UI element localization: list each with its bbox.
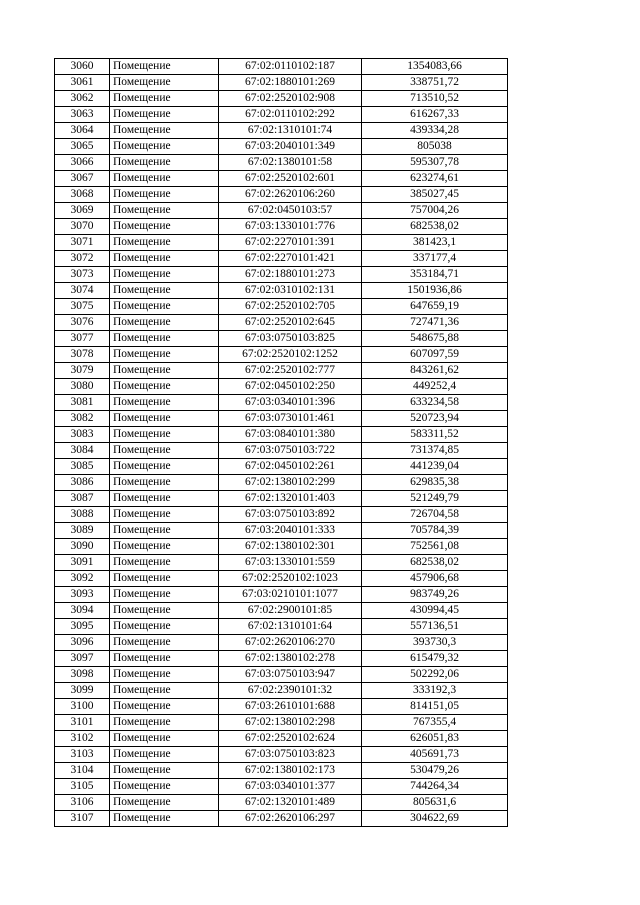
table-row — [55, 283, 508, 299]
cadastral-number-cell: 67:02:0310102:131 — [219, 283, 362, 299]
cadastral-value-cell: 304622,69 — [362, 811, 508, 827]
row-number-cell: 3087 — [55, 491, 110, 507]
object-type-cell: Помещение — [110, 251, 219, 267]
table-row — [55, 715, 508, 731]
row-number-cell: 3081 — [55, 395, 110, 411]
object-type-cell: Помещение — [110, 411, 219, 427]
cadastral-number-cell: 67:03:0750103:823 — [219, 747, 362, 763]
cadastral-number-cell: 67:03:0840101:380 — [219, 427, 362, 443]
row-number-cell: 3077 — [55, 331, 110, 347]
cadastral-value-cell: 647659,19 — [362, 299, 508, 315]
object-type-cell: Помещение — [110, 683, 219, 699]
row-number-cell: 3095 — [55, 619, 110, 635]
table-row — [55, 523, 508, 539]
cadastral-value-cell: 381423,1 — [362, 235, 508, 251]
table-row — [55, 219, 508, 235]
object-type-cell: Помещение — [110, 811, 219, 827]
cadastral-number-cell: 67:02:2270101:391 — [219, 235, 362, 251]
row-number-cell: 3091 — [55, 555, 110, 571]
row-number-cell: 3085 — [55, 459, 110, 475]
row-number-cell: 3083 — [55, 427, 110, 443]
cadastral-value-cell: 843261,62 — [362, 363, 508, 379]
cadastral-number-cell: 67:02:2620106:270 — [219, 635, 362, 651]
table-row — [55, 59, 508, 75]
table-row — [55, 491, 508, 507]
table-row — [55, 635, 508, 651]
row-number-cell: 3060 — [55, 59, 110, 75]
row-number-cell: 3100 — [55, 699, 110, 715]
cadastral-value-cell: 629835,38 — [362, 475, 508, 491]
row-number-cell: 3106 — [55, 795, 110, 811]
cadastral-number-cell: 67:03:0210101:1077 — [219, 587, 362, 603]
cadastral-value-cell: 983749,26 — [362, 587, 508, 603]
cadastral-number-cell: 67:03:0340101:377 — [219, 779, 362, 795]
row-number-cell: 3064 — [55, 123, 110, 139]
object-type-cell: Помещение — [110, 795, 219, 811]
object-type-cell: Помещение — [110, 443, 219, 459]
cadastral-number-cell: 67:02:2520102:777 — [219, 363, 362, 379]
object-type-cell: Помещение — [110, 523, 219, 539]
table-row — [55, 747, 508, 763]
table-row — [55, 507, 508, 523]
row-number-cell: 3062 — [55, 91, 110, 107]
cadastral-number-cell: 67:03:0750103:947 — [219, 667, 362, 683]
table-row — [55, 731, 508, 747]
row-number-cell: 3088 — [55, 507, 110, 523]
cadastral-number-cell: 67:02:2620106:260 — [219, 187, 362, 203]
cadastral-number-cell: 67:02:1880101:269 — [219, 75, 362, 91]
cadastral-number-cell: 67:03:2040101:349 — [219, 139, 362, 155]
cadastral-value-cell: 616267,33 — [362, 107, 508, 123]
cadastral-value-cell: 623274,61 — [362, 171, 508, 187]
cadastral-value-cell: 607097,59 — [362, 347, 508, 363]
table-row — [55, 811, 508, 827]
row-number-cell: 3107 — [55, 811, 110, 827]
row-number-cell: 3069 — [55, 203, 110, 219]
cadastral-number-cell: 67:02:2520102:1023 — [219, 571, 362, 587]
row-number-cell: 3097 — [55, 651, 110, 667]
table-row — [55, 203, 508, 219]
cadastral-value-cell: 744264,34 — [362, 779, 508, 795]
property-table — [54, 58, 508, 827]
cadastral-number-cell: 67:03:0750103:722 — [219, 443, 362, 459]
object-type-cell: Помещение — [110, 571, 219, 587]
cadastral-number-cell: 67:02:0450103:57 — [219, 203, 362, 219]
table-row — [55, 123, 508, 139]
table-row — [55, 171, 508, 187]
row-number-cell: 3092 — [55, 571, 110, 587]
row-number-cell: 3104 — [55, 763, 110, 779]
row-number-cell: 3098 — [55, 667, 110, 683]
cadastral-number-cell: 67:03:0730101:461 — [219, 411, 362, 427]
object-type-cell: Помещение — [110, 555, 219, 571]
table-row — [55, 267, 508, 283]
cadastral-value-cell: 1354083,66 — [362, 59, 508, 75]
cadastral-value-cell: 713510,52 — [362, 91, 508, 107]
object-type-cell: Помещение — [110, 315, 219, 331]
cadastral-value-cell: 385027,45 — [362, 187, 508, 203]
row-number-cell: 3101 — [55, 715, 110, 731]
cadastral-number-cell: 67:02:1310101:64 — [219, 619, 362, 635]
cadastral-number-cell: 67:02:1320101:403 — [219, 491, 362, 507]
object-type-cell: Помещение — [110, 219, 219, 235]
cadastral-value-cell: 457906,68 — [362, 571, 508, 587]
cadastral-value-cell: 548675,88 — [362, 331, 508, 347]
cadastral-value-cell: 449252,4 — [362, 379, 508, 395]
cadastral-value-cell: 615479,32 — [362, 651, 508, 667]
table-row — [55, 699, 508, 715]
row-number-cell: 3072 — [55, 251, 110, 267]
cadastral-value-cell: 805038 — [362, 139, 508, 155]
table-row — [55, 107, 508, 123]
cadastral-value-cell: 595307,78 — [362, 155, 508, 171]
table-row — [55, 91, 508, 107]
object-type-cell: Помещение — [110, 395, 219, 411]
object-type-cell: Помещение — [110, 187, 219, 203]
object-type-cell: Помещение — [110, 699, 219, 715]
cadastral-number-cell: 67:02:1310101:74 — [219, 123, 362, 139]
object-type-cell: Помещение — [110, 619, 219, 635]
object-type-cell: Помещение — [110, 75, 219, 91]
cadastral-value-cell: 583311,52 — [362, 427, 508, 443]
cadastral-number-cell: 67:03:1330101:559 — [219, 555, 362, 571]
object-type-cell: Помещение — [110, 171, 219, 187]
row-number-cell: 3076 — [55, 315, 110, 331]
row-number-cell: 3073 — [55, 267, 110, 283]
table-row — [55, 155, 508, 171]
cadastral-value-cell: 757004,26 — [362, 203, 508, 219]
cadastral-value-cell: 814151,05 — [362, 699, 508, 715]
row-number-cell: 3075 — [55, 299, 110, 315]
cadastral-number-cell: 67:02:1380102:301 — [219, 539, 362, 555]
row-number-cell: 3065 — [55, 139, 110, 155]
cadastral-number-cell: 67:02:2520102:705 — [219, 299, 362, 315]
row-number-cell: 3079 — [55, 363, 110, 379]
table-row — [55, 619, 508, 635]
table-row — [55, 571, 508, 587]
row-number-cell: 3093 — [55, 587, 110, 603]
cadastral-number-cell: 67:02:2620106:297 — [219, 811, 362, 827]
table-row — [55, 331, 508, 347]
table-row — [55, 347, 508, 363]
row-number-cell: 3067 — [55, 171, 110, 187]
table-row — [55, 411, 508, 427]
object-type-cell: Помещение — [110, 107, 219, 123]
object-type-cell: Помещение — [110, 763, 219, 779]
cadastral-value-cell: 752561,08 — [362, 539, 508, 555]
table-row — [55, 235, 508, 251]
cadastral-value-cell: 338751,72 — [362, 75, 508, 91]
cadastral-value-cell: 682538,02 — [362, 555, 508, 571]
row-number-cell: 3070 — [55, 219, 110, 235]
row-number-cell: 3082 — [55, 411, 110, 427]
cadastral-number-cell: 67:02:2520102:908 — [219, 91, 362, 107]
object-type-cell: Помещение — [110, 347, 219, 363]
table-row — [55, 587, 508, 603]
cadastral-value-cell: 805631,6 — [362, 795, 508, 811]
cadastral-number-cell: 67:02:0450102:261 — [219, 459, 362, 475]
cadastral-number-cell: 67:02:2520102:601 — [219, 171, 362, 187]
table-row — [55, 459, 508, 475]
table-row — [55, 763, 508, 779]
cadastral-value-cell: 626051,83 — [362, 731, 508, 747]
cadastral-number-cell: 67:02:2520102:624 — [219, 731, 362, 747]
cadastral-value-cell: 530479,26 — [362, 763, 508, 779]
table-row — [55, 779, 508, 795]
cadastral-value-cell: 557136,51 — [362, 619, 508, 635]
table-row — [55, 683, 508, 699]
table-row — [55, 555, 508, 571]
object-type-cell: Помещение — [110, 539, 219, 555]
table-row — [55, 379, 508, 395]
cadastral-number-cell: 67:02:0450102:250 — [219, 379, 362, 395]
row-number-cell: 3068 — [55, 187, 110, 203]
cadastral-value-cell: 353184,71 — [362, 267, 508, 283]
table-row — [55, 251, 508, 267]
cadastral-value-cell: 430994,45 — [362, 603, 508, 619]
table-row — [55, 795, 508, 811]
row-number-cell: 3063 — [55, 107, 110, 123]
cadastral-number-cell: 67:02:1380102:299 — [219, 475, 362, 491]
object-type-cell: Помещение — [110, 459, 219, 475]
property-table-body — [55, 59, 508, 827]
object-type-cell: Помещение — [110, 267, 219, 283]
cadastral-number-cell: 67:03:2610101:688 — [219, 699, 362, 715]
row-number-cell: 3099 — [55, 683, 110, 699]
cadastral-number-cell: 67:03:1330101:776 — [219, 219, 362, 235]
table-row — [55, 299, 508, 315]
cadastral-number-cell: 67:02:2520102:645 — [219, 315, 362, 331]
object-type-cell: Помещение — [110, 331, 219, 347]
object-type-cell: Помещение — [110, 475, 219, 491]
object-type-cell: Помещение — [110, 139, 219, 155]
cadastral-number-cell: 67:02:1880101:273 — [219, 267, 362, 283]
cadastral-number-cell: 67:03:0340101:396 — [219, 395, 362, 411]
cadastral-number-cell: 67:03:0750103:825 — [219, 331, 362, 347]
object-type-cell: Помещение — [110, 635, 219, 651]
object-type-cell: Помещение — [110, 379, 219, 395]
row-number-cell: 3066 — [55, 155, 110, 171]
cadastral-value-cell: 520723,94 — [362, 411, 508, 427]
cadastral-value-cell: 439334,28 — [362, 123, 508, 139]
object-type-cell: Помещение — [110, 667, 219, 683]
table-row — [55, 395, 508, 411]
cadastral-value-cell: 727471,36 — [362, 315, 508, 331]
cadastral-value-cell: 705784,39 — [362, 523, 508, 539]
table-row — [55, 667, 508, 683]
table-row — [55, 651, 508, 667]
row-number-cell: 3094 — [55, 603, 110, 619]
cadastral-value-cell: 521249,79 — [362, 491, 508, 507]
row-number-cell: 3090 — [55, 539, 110, 555]
cadastral-number-cell: 67:02:0110102:292 — [219, 107, 362, 123]
object-type-cell: Помещение — [110, 603, 219, 619]
object-type-cell: Помещение — [110, 363, 219, 379]
row-number-cell: 3061 — [55, 75, 110, 91]
row-number-cell: 3084 — [55, 443, 110, 459]
object-type-cell: Помещение — [110, 427, 219, 443]
row-number-cell: 3086 — [55, 475, 110, 491]
table-row — [55, 75, 508, 91]
object-type-cell: Помещение — [110, 283, 219, 299]
row-number-cell: 3078 — [55, 347, 110, 363]
cadastral-number-cell: 67:02:1320101:489 — [219, 795, 362, 811]
object-type-cell: Помещение — [110, 587, 219, 603]
cadastral-number-cell: 67:02:2900101:85 — [219, 603, 362, 619]
cadastral-value-cell: 502292,06 — [362, 667, 508, 683]
row-number-cell: 3096 — [55, 635, 110, 651]
cadastral-value-cell: 393730,3 — [362, 635, 508, 651]
cadastral-number-cell: 67:02:0110102:187 — [219, 59, 362, 75]
object-type-cell: Помещение — [110, 299, 219, 315]
object-type-cell: Помещение — [110, 779, 219, 795]
cadastral-value-cell: 726704,58 — [362, 507, 508, 523]
cadastral-value-cell: 405691,73 — [362, 747, 508, 763]
table-row — [55, 539, 508, 555]
row-number-cell: 3102 — [55, 731, 110, 747]
object-type-cell: Помещение — [110, 235, 219, 251]
object-type-cell: Помещение — [110, 123, 219, 139]
cadastral-value-cell: 441239,04 — [362, 459, 508, 475]
object-type-cell: Помещение — [110, 731, 219, 747]
cadastral-number-cell: 67:02:1380102:298 — [219, 715, 362, 731]
table-row — [55, 603, 508, 619]
cadastral-value-cell: 731374,85 — [362, 443, 508, 459]
object-type-cell: Помещение — [110, 91, 219, 107]
cadastral-number-cell: 67:02:2520102:1252 — [219, 347, 362, 363]
cadastral-value-cell: 1501936,86 — [362, 283, 508, 299]
cadastral-value-cell: 337177,4 — [362, 251, 508, 267]
row-number-cell: 3089 — [55, 523, 110, 539]
object-type-cell: Помещение — [110, 715, 219, 731]
table-row — [55, 187, 508, 203]
table-row — [55, 443, 508, 459]
cadastral-value-cell: 682538,02 — [362, 219, 508, 235]
row-number-cell: 3074 — [55, 283, 110, 299]
object-type-cell: Помещение — [110, 155, 219, 171]
object-type-cell: Помещение — [110, 203, 219, 219]
cadastral-number-cell: 67:02:1380102:278 — [219, 651, 362, 667]
row-number-cell: 3071 — [55, 235, 110, 251]
cadastral-value-cell: 633234,58 — [362, 395, 508, 411]
table-row — [55, 427, 508, 443]
table-row — [55, 139, 508, 155]
cadastral-value-cell: 333192,3 — [362, 683, 508, 699]
cadastral-value-cell: 767355,4 — [362, 715, 508, 731]
object-type-cell: Помещение — [110, 507, 219, 523]
cadastral-number-cell: 67:02:1380101:58 — [219, 155, 362, 171]
cadastral-number-cell: 67:02:1380102:173 — [219, 763, 362, 779]
table-row — [55, 475, 508, 491]
row-number-cell: 3080 — [55, 379, 110, 395]
cadastral-number-cell: 67:03:0750103:892 — [219, 507, 362, 523]
row-number-cell: 3105 — [55, 779, 110, 795]
table-row — [55, 363, 508, 379]
cadastral-number-cell: 67:03:2040101:333 — [219, 523, 362, 539]
object-type-cell: Помещение — [110, 747, 219, 763]
table-row — [55, 315, 508, 331]
object-type-cell: Помещение — [110, 491, 219, 507]
object-type-cell: Помещение — [110, 59, 219, 75]
object-type-cell: Помещение — [110, 651, 219, 667]
cadastral-number-cell: 67:02:2390101:32 — [219, 683, 362, 699]
row-number-cell: 3103 — [55, 747, 110, 763]
cadastral-number-cell: 67:02:2270101:421 — [219, 251, 362, 267]
